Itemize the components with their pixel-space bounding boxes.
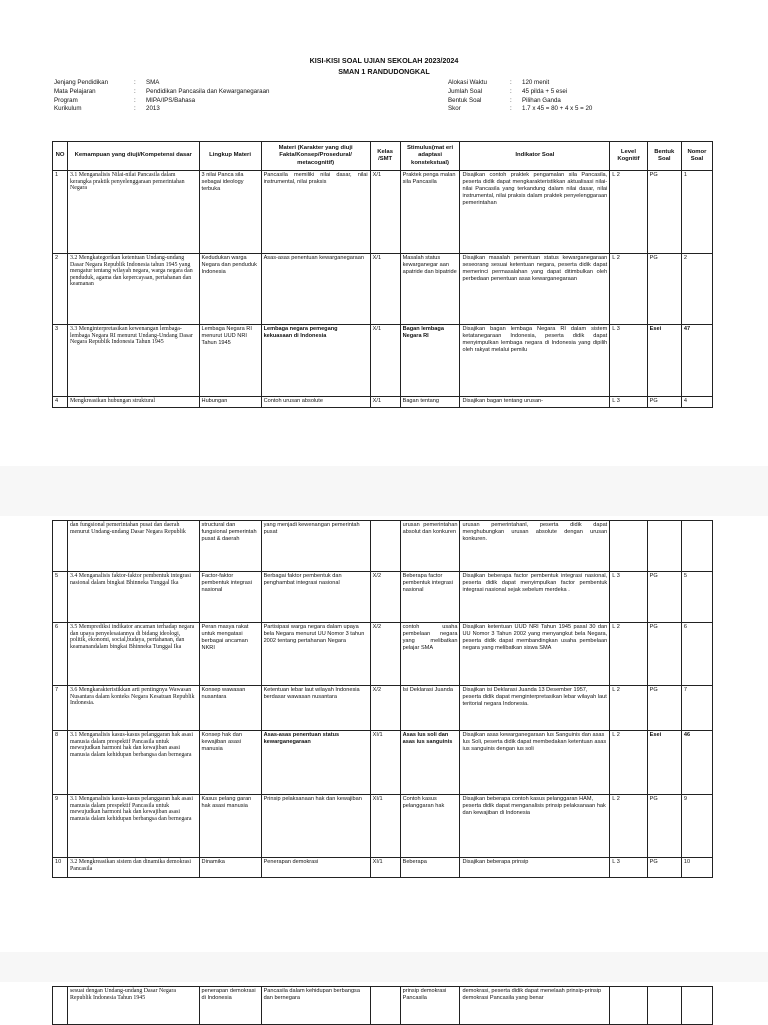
col-header-indikator: Indikator Soal bbox=[460, 142, 610, 171]
cell-nomor bbox=[681, 987, 712, 1025]
table-header-row bbox=[53, 142, 713, 171]
cell-lingkup: 3 nilai Panca sila sebagai ideology terbuka bbox=[199, 171, 261, 254]
cell-level: L 3 bbox=[610, 325, 647, 397]
meta-key: Mata Pelajaran bbox=[54, 87, 96, 95]
cell-nomor: 9 bbox=[681, 795, 712, 858]
cell-bentuk: PG bbox=[647, 572, 681, 623]
cell-materi: Ketentuan lebar laut wilayah Indonesia berdasar wawasan nusantara bbox=[261, 686, 370, 731]
cell-stimulus: contoh usaha pembelaan negara yang melibatkan pelajar SMA bbox=[400, 623, 460, 686]
table-row bbox=[53, 731, 713, 795]
cell-materi: yang menjadi kewenangan pemerintah pusat bbox=[261, 521, 370, 572]
cell-no: 4 bbox=[53, 397, 68, 408]
meta-row bbox=[54, 97, 270, 106]
grid-table-page-2 bbox=[52, 520, 713, 878]
cell-kelas: X/2 bbox=[370, 572, 400, 623]
cell-no: 9 bbox=[53, 795, 68, 858]
cell-nomor bbox=[681, 521, 712, 572]
cell-bentuk: PG bbox=[647, 254, 681, 325]
cell-lingkup: Konsep wawasan nusantara bbox=[199, 686, 261, 731]
cell-level bbox=[610, 521, 647, 572]
cell-nomor: 6 bbox=[681, 623, 712, 686]
cell-level: L 2 bbox=[610, 795, 647, 858]
cell-kd: 3.5 Memprediksi indikator ancaman terhadap negara dan upaya penyelesaiannya di bidang ideologi, politik, ekonomi, social,budaya, pertahanan, dan keamanandalam bingkai Bhinneka Tunggal Ika bbox=[67, 623, 199, 686]
cell-indikator: Disajikan beberapa prinsip bbox=[460, 858, 610, 878]
grid-table-page-3 bbox=[52, 986, 713, 1025]
col-header-materi: Materi (Karakter yang diuji Fakta/Konsep/Prosedural/ metacognitif) bbox=[261, 142, 370, 171]
cell-nomor: 46 bbox=[681, 731, 712, 795]
cell-indikator: Disajikan beberapa factor pembentuk integrasi nasional, peserta didik dapat menyimpulkan factor pembentuk integrasi nasional sejak sebelum merdeka . bbox=[460, 572, 610, 623]
meta-sep: : bbox=[510, 105, 512, 113]
meta-left bbox=[54, 79, 270, 114]
cell-kd: 3.1 Menganalisis kasus-kasus pelanggaran hak asasi manusia dalam prespektif Pancasila untuk mewujudkan harmoni hak dan kewajiban asasi manusia dalam kehidupan berbangsa dan bernegara bbox=[67, 731, 199, 795]
cell-materi: Asas-asas penentuan status kewarganegaraan bbox=[261, 731, 370, 795]
cell-stimulus: Contoh kasus pelanggaran hak bbox=[400, 795, 460, 858]
cell-kd: dan fungsional pemerintahan pusat dan daerah menurut Undang-undang Dasar Negara Republik bbox=[67, 521, 199, 572]
cell-kelas: X/1 bbox=[370, 171, 400, 254]
meta-sep: : bbox=[134, 96, 136, 104]
meta-value: SMA bbox=[146, 79, 160, 86]
meta-value: Pendidikan Pancasila dan Kewarganegaraan bbox=[146, 87, 270, 95]
meta-sep: : bbox=[134, 79, 136, 86]
cell-materi: Asas-asas penentuan kewarganegaraan bbox=[261, 254, 370, 325]
cell-bentuk: Esei bbox=[647, 325, 681, 397]
meta-key: Jumlah Soal bbox=[448, 87, 483, 95]
table-row bbox=[53, 521, 713, 572]
meta-row bbox=[448, 97, 592, 106]
col-header-kelas: Kelas /SMT bbox=[370, 142, 400, 171]
cell-lingkup: Konsep hak dan kewajiban asasi manusia bbox=[199, 731, 261, 795]
cell-no: 1 bbox=[53, 171, 68, 254]
cell-nomor: 47 bbox=[681, 325, 712, 397]
cell-bentuk: PG bbox=[647, 623, 681, 686]
meta-key: Bentuk Soal bbox=[448, 96, 482, 104]
cell-materi: Berbagai faktor pembentuk dan penghambat integrasi nasional bbox=[261, 572, 370, 623]
cell-stimulus: Masalah status kewarganegar aan apatride dan bipatride bbox=[400, 254, 460, 325]
cell-bentuk: PG bbox=[647, 795, 681, 858]
cell-kd: 3.2 Mengkategorikan ketentuan Undang-undang Dasar Negara Republik Indonesia tahun 1945 yang mengatur tentang wilayah negara, warga negara dan penduduk, agama dan kepercayaan, pertahanan dan keamanan bbox=[67, 254, 199, 325]
cell-level: L 2 bbox=[610, 171, 647, 254]
cell-level: L 2 bbox=[610, 686, 647, 731]
meta-value: 120 menit bbox=[522, 79, 550, 86]
meta-value: 45 pilda + 5 esei bbox=[522, 87, 568, 95]
meta-value: MIPA/IPS/Bahasa bbox=[146, 96, 196, 104]
cell-level bbox=[610, 987, 647, 1025]
cell-nomor: 1 bbox=[681, 171, 712, 254]
cell-no: 7 bbox=[53, 686, 68, 731]
meta-value: 1.7 x 45 = 80 + 4 x 5 = 20 bbox=[522, 105, 593, 113]
col-header-level: Level Kognitif bbox=[610, 142, 647, 171]
cell-bentuk: PG bbox=[647, 858, 681, 878]
meta-key: Skor bbox=[448, 105, 461, 113]
cell-no: 3 bbox=[53, 325, 68, 397]
cell-indikator: Disajikan bagan lembaga Negara RI dalam sistem ketatanegaraan Indonesia, peserta didik dapat menyimpulkan lembaga negara di Indonesia yang dipilih oleh rakyat melalui pemilu bbox=[460, 325, 610, 397]
meta-row bbox=[54, 79, 270, 88]
cell-lingkup: Kedudukan warga Negara dan penduduk Indonesia bbox=[199, 254, 261, 325]
document-title: KISI-KISI SOAL UJIAN SEKOLAH 2023/2024 bbox=[309, 56, 459, 65]
cell-level: L 2 bbox=[610, 731, 647, 795]
cell-stimulus: prinsip demokrasi Pancasila bbox=[400, 987, 460, 1025]
cell-level: L 3 bbox=[610, 858, 647, 878]
meta-right bbox=[448, 79, 592, 114]
cell-indikator: Disajikan beberapa contoh kasus pelanggaran HAM, peserta didik dapat menganalisis prinsip pelaksanaan hak dan kewajiban di Indonesia bbox=[460, 795, 610, 858]
cell-indikator: Disajikan contoh praktek pengamalan sila Pancasila, peserta didik dapat mengkarakteristikkan aktualisasi nilai-nilai Pancasila yang terkandung dalam nilai dasar, nilai instrumental, nilai praksis dalam praktek penyelenggaraan pemerintahan bbox=[460, 171, 610, 254]
cell-lingkup: structural dan fungsional pemerintah pusat & daerah bbox=[199, 521, 261, 572]
meta-sep: : bbox=[510, 96, 512, 104]
col-header-lingkup: Lingkup Materi bbox=[199, 142, 261, 171]
cell-kelas: X/2 bbox=[370, 686, 400, 731]
cell-indikator: Disajikan asas kewarganegaraan Ius Sanguinis dan asas Ius Soli, peserta didik dapat membedakan ketentuan asas ius sanguinis dengan ius soli bbox=[460, 731, 610, 795]
cell-no: 5 bbox=[53, 572, 68, 623]
page-gap bbox=[0, 466, 768, 516]
meta-value: Pilihan Ganda bbox=[522, 96, 561, 104]
cell-kelas: X/1 bbox=[370, 254, 400, 325]
meta-key: Alokasi Waktu bbox=[448, 79, 487, 86]
cell-nomor: 5 bbox=[681, 572, 712, 623]
meta-sep: : bbox=[510, 79, 512, 86]
cell-stimulus: Asas Ius soli dan asas ius sanguinis bbox=[400, 731, 460, 795]
meta-key: Program bbox=[54, 96, 78, 104]
cell-kelas: X/1 bbox=[370, 325, 400, 397]
cell-stimulus: Bagan lembaga Negara RI bbox=[400, 325, 460, 397]
cell-no: 8 bbox=[53, 731, 68, 795]
cell-bentuk: PG bbox=[647, 686, 681, 731]
cell-no: 10 bbox=[53, 858, 68, 878]
cell-stimulus: Beberapa factor pembentuk integrasi nasional bbox=[400, 572, 460, 623]
col-header-bentuk: Bentuk Soal bbox=[647, 142, 681, 171]
cell-no bbox=[53, 987, 68, 1025]
cell-lingkup: Factor-faktor pembentuk integrasi nasional bbox=[199, 572, 261, 623]
cell-stimulus: Isi Deklarasi Juanda bbox=[400, 686, 460, 731]
cell-indikator: Disajikan ketentuan UUD NRI Tahun 1945 pasal 30 dan UU Nomor 3 Tahun 2002 yang menyangkut bela Negara, peserta didik dapat membandingkan usaha pembelaan negara yang melibatkan siswa SMA bbox=[460, 623, 610, 686]
cell-stimulus: Bagan tentang bbox=[400, 397, 460, 408]
cell-bentuk: Esei bbox=[647, 731, 681, 795]
table-row bbox=[53, 171, 713, 254]
cell-bentuk bbox=[647, 521, 681, 572]
cell-materi: Partisipasi warga negara dalam upaya bela Negara menurut UU Nomor 3 tahun 2002 tentang pertahanan Negara bbox=[261, 623, 370, 686]
meta-sep: : bbox=[134, 105, 136, 113]
meta-row bbox=[448, 105, 592, 114]
table-row bbox=[53, 987, 713, 1025]
cell-materi: Lembaga negara pemegang kekuasaan di Indonesia bbox=[261, 325, 370, 397]
meta-row bbox=[54, 105, 270, 114]
table-row bbox=[53, 858, 713, 878]
meta-sep: : bbox=[510, 87, 512, 95]
document-subtitle: SMAN 1 RANDUDONGKAL bbox=[338, 67, 430, 76]
cell-no bbox=[53, 521, 68, 572]
cell-indikator: Disajikan masalah penentuan status kewarganegaraan seseorang sesuai ketentuan negara, peserta didik dapat memerinci permasalahan yang dapat ditimbulkan oleh perbedaan penentuan asas kewarganegaraan bbox=[460, 254, 610, 325]
cell-lingkup: Dinamika bbox=[199, 858, 261, 878]
page-gap bbox=[0, 952, 768, 982]
cell-indikator: Disajikan isi Deklarasi Juanda 13 Desember 1957, peserta didik dapat menginterpretasikan lebar wilayah laut teritorial negara Indonesia. bbox=[460, 686, 610, 731]
cell-indikator: Disajikan bagan tentang urusan- bbox=[460, 397, 610, 408]
cell-stimulus: urusan pemerintahan absolut dan konkuren bbox=[400, 521, 460, 572]
table-row bbox=[53, 572, 713, 623]
cell-stimulus: Praktek penga malan sila Pancasila bbox=[400, 171, 460, 254]
cell-no: 6 bbox=[53, 623, 68, 686]
col-header-kd: Kemampuan yang diuji/Kompetensi dasar bbox=[67, 142, 199, 171]
cell-kelas: X/2 bbox=[370, 623, 400, 686]
cell-lingkup: Lembaga Negara RI menurut UUD NRI Tahun 1945 bbox=[199, 325, 261, 397]
grid-table-page-1 bbox=[52, 141, 713, 408]
col-header-nomor: Nomor Soal bbox=[681, 142, 712, 171]
cell-nomor: 2 bbox=[681, 254, 712, 325]
cell-nomor: 4 bbox=[681, 397, 712, 408]
table-row bbox=[53, 254, 713, 325]
table-row bbox=[53, 795, 713, 858]
cell-lingkup: Kasus pelang garan hak asasi manusia bbox=[199, 795, 261, 858]
meta-row bbox=[448, 79, 592, 88]
col-header-no: NO bbox=[53, 142, 68, 171]
cell-level: L 2 bbox=[610, 623, 647, 686]
meta-sep: : bbox=[134, 87, 136, 95]
meta-key: Kurikulum bbox=[54, 105, 82, 113]
cell-level: L 3 bbox=[610, 572, 647, 623]
meta-row bbox=[54, 88, 270, 97]
table-row bbox=[53, 623, 713, 686]
cell-kd: 3.1 Menganalisis kasus-kasus pelanggaran hak asasi manusia dalam prespektif Pancasila untuk mewujudkan harmoni hak dan kewajiban asasi manusia dalam kehidupan berbangsa dan bernegara bbox=[67, 795, 199, 858]
cell-level: L 3 bbox=[610, 397, 647, 408]
cell-materi: Pancasila dalam kehidupan berbangsa dan bernegara bbox=[261, 987, 370, 1025]
cell-materi: Penerapan demokrasi bbox=[261, 858, 370, 878]
cell-lingkup: penerapan demokrasi di Indonesia bbox=[199, 987, 261, 1025]
cell-lingkup: Peran masya rakat untuk mengatasi berbagai ancaman NKRI bbox=[199, 623, 261, 686]
cell-kd: 3.1 Menganalisis Nilai-nilai Pancasila dalam kerangka praktik penyelenggaraan pemerintahan Negara bbox=[67, 171, 199, 254]
cell-no: 2 bbox=[53, 254, 68, 325]
meta-key: Jenjang Pendidikan bbox=[54, 79, 109, 86]
meta-value: 2013 bbox=[146, 105, 160, 113]
cell-materi: Pancasila memiliki nilai dasar, nilai instrumental, nilai praksis bbox=[261, 171, 370, 254]
cell-bentuk: PG bbox=[647, 397, 681, 408]
col-header-stimulus: Stimulus(mat eri adaptasi konstekstual) bbox=[400, 142, 460, 171]
cell-lingkup: Hubungan bbox=[199, 397, 261, 408]
cell-kd: sesuai dengan Undang-undang Dasar Negara Republik Indonesia Tahun 1945 bbox=[67, 987, 199, 1025]
cell-bentuk bbox=[647, 987, 681, 1025]
cell-kelas bbox=[370, 987, 400, 1025]
cell-kd: 3.3 Menginterpretasikan kewenangan lembaga-lembaga Negara RI menurut Undang-Undang Dasar Negara Republik Indonesia Tahun 1945 bbox=[67, 325, 199, 397]
cell-level: L 2 bbox=[610, 254, 647, 325]
cell-kelas bbox=[370, 521, 400, 572]
cell-kelas: XI/1 bbox=[370, 795, 400, 858]
cell-materi: Contoh urusan absolute bbox=[261, 397, 370, 408]
cell-indikator: demokrasi, peserta didik dapat menelaah prinsip-prinsip demokrasi Pancasila yang benar bbox=[460, 987, 610, 1025]
cell-nomor: 10 bbox=[681, 858, 712, 878]
cell-kelas: XI/1 bbox=[370, 858, 400, 878]
cell-kd: 3.6 Mengkarakteristikkan arti pentingnya Wawasan Nusantara dalam konteks Negara Kesatuan Republik Indonesia. bbox=[67, 686, 199, 731]
cell-stimulus: Beberapa bbox=[400, 858, 460, 878]
table-row bbox=[53, 397, 713, 408]
cell-indikator: urusan pemerintahanl, peserta didik dapat menghubungkan urusan absolute dengan urusan konkuren. bbox=[460, 521, 610, 572]
cell-kd: Mengkreasikan hubungan struktural bbox=[67, 397, 199, 408]
cell-kelas: X/1 bbox=[370, 397, 400, 408]
table-row bbox=[53, 325, 713, 397]
meta-row bbox=[448, 88, 592, 97]
table-row bbox=[53, 686, 713, 731]
cell-kelas: XI/1 bbox=[370, 731, 400, 795]
cell-bentuk: PG bbox=[647, 171, 681, 254]
cell-kd: 3.4 Menganalisis faktor-faktor pembentuk integrasi nasional dalam bingkai Bhinneka Tunggal Ika bbox=[67, 572, 199, 623]
cell-nomor: 7 bbox=[681, 686, 712, 731]
cell-materi: Prinsip pelaksanaan hak dan kewajiban bbox=[261, 795, 370, 858]
cell-kd: 3.2 Mengkreasikan sistem dan dinamika demokrasi Pancasila bbox=[67, 858, 199, 878]
